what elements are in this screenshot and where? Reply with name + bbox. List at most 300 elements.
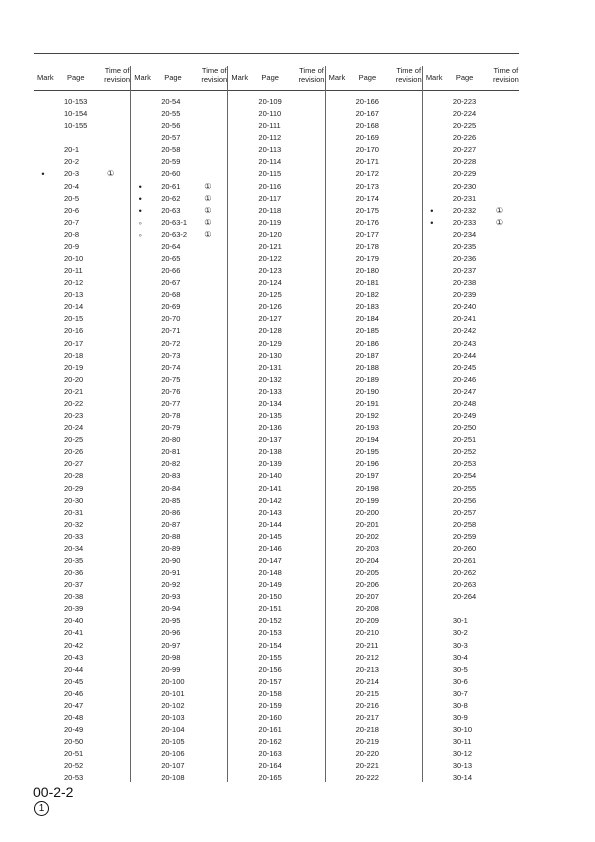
page-number: 10-155 [64, 121, 88, 131]
row-list [228, 96, 325, 784]
table-row [34, 470, 131, 482]
page-number: 20-164 [258, 761, 282, 771]
page-number: 20-76 [161, 386, 181, 396]
page-number: 20-208 [355, 604, 379, 614]
table-row [131, 205, 228, 217]
page-number: 20-165 [258, 773, 282, 783]
table-row [326, 712, 423, 724]
page-number: 20-157 [258, 676, 282, 686]
table-row [131, 579, 228, 591]
page-number: 20-216 [355, 700, 379, 710]
table-row [131, 736, 228, 748]
page-number: 20-241 [452, 314, 477, 324]
page-number: 30-9 [452, 712, 468, 722]
page-number: 20-177 [355, 229, 379, 239]
page-number: 20-153 [258, 628, 282, 638]
page-number: 20-251 [452, 435, 477, 445]
table-row [423, 676, 520, 688]
table-row [326, 724, 423, 736]
page-number: 20-189 [355, 374, 379, 384]
page-number: 20-201 [355, 519, 379, 529]
table-row [34, 700, 131, 712]
table-row [34, 615, 131, 627]
page-number: 20-36 [64, 568, 84, 578]
table-row [423, 519, 520, 531]
table-row [326, 422, 423, 434]
page-number: 20-2 [64, 157, 80, 167]
page-number: 20-236 [452, 254, 477, 264]
table-row [228, 495, 325, 507]
page-number: 20-257 [452, 507, 477, 517]
page-number: 20-125 [258, 290, 282, 300]
table-row [423, 108, 520, 120]
page-number: 20-232 [452, 205, 477, 215]
page-number: 20-70 [161, 314, 181, 324]
table-row [326, 688, 423, 700]
page-number: 20-94 [161, 604, 181, 614]
header-time-of-revision [104, 67, 130, 84]
table-row [34, 229, 131, 241]
page-number: 20-40 [64, 616, 84, 626]
page-number: 20-129 [258, 338, 282, 348]
page-number: 20-116 [258, 181, 282, 191]
table-row [326, 446, 423, 458]
table-column [227, 66, 324, 782]
table-row [131, 374, 228, 386]
table-row [326, 700, 423, 712]
header-mark: Mark [425, 73, 443, 82]
table-row [423, 434, 520, 446]
column-header [228, 66, 325, 90]
table-row [423, 398, 520, 410]
page-number: 20-22 [64, 398, 84, 408]
page-number: 20-108 [161, 773, 185, 783]
table-row [131, 470, 228, 482]
page-number: 20-130 [258, 350, 282, 360]
page-number: 20-44 [64, 664, 84, 674]
table-row [34, 676, 131, 688]
table-row [228, 325, 325, 337]
table-row [228, 217, 325, 229]
table-row [326, 156, 423, 168]
page-number: 20-255 [452, 483, 477, 493]
table-row [423, 362, 520, 374]
page-number: 20-34 [64, 543, 84, 553]
page-number: 20-79 [161, 423, 181, 433]
header-page: Page [358, 73, 377, 82]
table-row [423, 579, 520, 591]
table-row [34, 736, 131, 748]
page-number: 20-6 [64, 205, 80, 215]
page-number: 20-21 [64, 386, 84, 396]
page-number: 20-99 [161, 664, 181, 674]
top-rule [34, 53, 519, 54]
page-number: 20-12 [64, 278, 84, 288]
table-row [34, 531, 131, 543]
table-row [228, 301, 325, 313]
table-row [228, 338, 325, 350]
table-row [34, 193, 131, 205]
page-number: 20-128 [258, 326, 282, 336]
table-row [423, 615, 520, 627]
page-number: 20-209 [355, 616, 379, 626]
page-number: 20-122 [258, 254, 282, 264]
table-row [34, 338, 131, 350]
table-row [131, 531, 228, 543]
page-number: 20-258 [452, 519, 477, 529]
page-number: 20-226 [452, 133, 477, 143]
table-column [422, 66, 519, 782]
page-number: 20-62 [161, 193, 181, 203]
page-number: 20-86 [161, 507, 181, 517]
table-row [326, 386, 423, 398]
page-number: 20-202 [355, 531, 379, 541]
page-number: 20-156 [258, 664, 282, 674]
table-column [325, 66, 422, 782]
table-row [228, 712, 325, 724]
table-row [228, 193, 325, 205]
table-row [423, 132, 520, 144]
table-row [423, 301, 520, 313]
page-number: 20-58 [161, 145, 181, 155]
page-number: 20-174 [355, 193, 379, 203]
page-number: 30-10 [452, 725, 472, 735]
page-number: 20-59 [161, 157, 181, 167]
page-number: 20-200 [355, 507, 379, 517]
table-row [326, 362, 423, 374]
table-row [131, 712, 228, 724]
table-row [423, 96, 520, 108]
page-number: 20-178 [355, 241, 379, 251]
header-time-line1: Time of [201, 66, 227, 75]
table-row [131, 253, 228, 265]
header-time-line1: Time of [104, 66, 130, 75]
page-number: 20-173 [355, 181, 379, 191]
header-time-of-revision [493, 67, 519, 84]
table-row [423, 229, 520, 241]
page-number: 20-263 [452, 580, 477, 590]
column-header [423, 66, 520, 90]
table-row [423, 410, 520, 422]
table-row [131, 241, 228, 253]
table-row [131, 591, 228, 603]
table-row [326, 277, 423, 289]
page-number: 20-158 [258, 688, 282, 698]
table-row [423, 543, 520, 555]
table-row [34, 712, 131, 724]
row-list [34, 96, 131, 784]
table-row [228, 289, 325, 301]
revision-mark-bullet: • [138, 193, 142, 204]
table-row [34, 555, 131, 567]
page-number: 20-60 [161, 169, 181, 179]
page-number: 20-139 [258, 459, 282, 469]
page-number: 20-9 [64, 241, 80, 251]
table-row [131, 603, 228, 615]
page-number: 20-168 [355, 121, 379, 131]
table-row [131, 483, 228, 495]
page-number: 20-169 [355, 133, 379, 143]
page-number: 20-132 [258, 374, 282, 384]
revision-circle-icon: ① [107, 169, 115, 179]
table-row [131, 144, 228, 156]
table-row [34, 603, 131, 615]
table-row [326, 205, 423, 217]
table-row [131, 325, 228, 337]
page-number: 20-131 [258, 362, 282, 372]
page-number: 20-175 [355, 205, 379, 215]
table-row [34, 724, 131, 736]
table-row [131, 434, 228, 446]
table-row [326, 495, 423, 507]
header-page: Page [455, 73, 474, 82]
revision-circle-icon: ① [204, 205, 212, 215]
table-row [423, 700, 520, 712]
page-number: 20-27 [64, 459, 84, 469]
header-time-line2: revision [201, 74, 228, 84]
page-number: 20-95 [161, 616, 181, 626]
table-row [228, 168, 325, 180]
table-row [228, 555, 325, 567]
table-row [131, 519, 228, 531]
page-number: 20-159 [258, 700, 282, 710]
table-row [131, 338, 228, 350]
page-number: 20-77 [161, 398, 181, 408]
page-number: 20-150 [258, 592, 282, 602]
page-number: 20-11 [64, 266, 83, 276]
table-row [34, 567, 131, 579]
table-row [228, 120, 325, 132]
table-row [326, 760, 423, 772]
page-number: 20-100 [161, 676, 185, 686]
page-number: 20-196 [355, 459, 379, 469]
page-number: 20-143 [258, 507, 282, 517]
page-number: 30-1 [452, 616, 468, 626]
table-row [34, 301, 131, 313]
page-number: 20-24 [64, 423, 84, 433]
header-mark: Mark [37, 73, 54, 82]
revision-circle-icon: ① [204, 193, 212, 203]
table-row [228, 241, 325, 253]
page-number: 20-142 [258, 495, 282, 505]
page-number: 20-98 [161, 652, 181, 662]
header-time-of-revision [201, 67, 227, 84]
revision-circle-icon: 1 [34, 801, 49, 816]
page-number: 20-246 [452, 374, 477, 384]
table-row [326, 507, 423, 519]
page-number: 20-198 [355, 483, 379, 493]
page-number: 20-233 [452, 217, 477, 227]
page-number: 20-240 [452, 302, 477, 312]
page-number: 20-112 [258, 133, 282, 143]
page-number: 20-215 [355, 688, 379, 698]
page-number: 20-69 [161, 302, 181, 312]
page-number: 20-141 [258, 483, 282, 493]
table-row [34, 410, 131, 422]
page-number: 20-43 [64, 652, 84, 662]
table-row [228, 615, 325, 627]
table-row [326, 325, 423, 337]
table-row [423, 603, 520, 615]
page-number: 20-28 [64, 471, 84, 481]
page-number: 20-161 [258, 725, 282, 735]
page-number: 20-33 [64, 531, 84, 541]
page-number: 20-30 [64, 495, 84, 505]
page-number: 20-53 [64, 773, 84, 783]
table-row [326, 217, 423, 229]
page-number: 20-229 [452, 169, 477, 179]
page-number: 20-225 [452, 121, 477, 131]
table-row [34, 168, 131, 180]
page-number: 20-71 [161, 326, 181, 336]
page-number: 20-192 [355, 411, 379, 421]
table-row [131, 289, 228, 301]
header-mark: Mark [134, 73, 151, 82]
page-number: 20-54 [161, 97, 181, 106]
page-number: 20-254 [452, 471, 477, 481]
page-number: 20-48 [64, 712, 84, 722]
page-number: 30-6 [452, 676, 468, 686]
page-number: 20-49 [64, 725, 84, 735]
table-row [34, 374, 131, 386]
revision-mark-bullet: • [430, 217, 434, 228]
table-row [228, 688, 325, 700]
table-row [34, 205, 131, 217]
page-number: 20-261 [452, 555, 477, 565]
table-row [326, 289, 423, 301]
table-row [34, 748, 131, 760]
table-row [34, 241, 131, 253]
page-number: 20-68 [161, 290, 181, 300]
table-row [228, 627, 325, 639]
header-mark: Mark [328, 73, 346, 82]
table-row [326, 398, 423, 410]
table-row [423, 567, 520, 579]
page-number: 20-138 [258, 447, 282, 457]
page-number: 20-222 [355, 773, 379, 783]
table-row [326, 120, 423, 132]
page-number: 20-180 [355, 266, 379, 276]
page-number: 20-23 [64, 411, 84, 421]
page-number: 20-171 [355, 157, 379, 167]
table-row [34, 652, 131, 664]
table-row [326, 241, 423, 253]
page-number: 30-7 [452, 688, 468, 698]
page-number: 20-124 [258, 278, 282, 288]
table-row [326, 108, 423, 120]
page-number: 20-155 [258, 652, 282, 662]
page-number: 20-35 [64, 555, 84, 565]
table-row [326, 181, 423, 193]
table-row [228, 591, 325, 603]
table-row [423, 772, 520, 784]
page-number: 20-252 [452, 447, 477, 457]
table-row [228, 652, 325, 664]
table-row [228, 458, 325, 470]
table-row [34, 458, 131, 470]
page-number: 20-234 [452, 229, 477, 239]
page-number: 20-145 [258, 531, 282, 541]
table-row [131, 640, 228, 652]
header-page: Page [261, 73, 279, 82]
page-number: 30-13 [452, 761, 472, 771]
table-row [423, 193, 520, 205]
table-row [34, 120, 131, 132]
page-number: 20-154 [258, 640, 282, 650]
page-number: 20-183 [355, 302, 379, 312]
revision-mark-bullet: • [138, 205, 142, 216]
page-number: 20-218 [355, 725, 379, 735]
page-number: 20-39 [64, 604, 84, 614]
page-number: 20-92 [161, 580, 181, 590]
table-row [326, 132, 423, 144]
page-number: 20-120 [258, 229, 282, 239]
page-number: 20-134 [258, 398, 282, 408]
table-row [326, 350, 423, 362]
page-number: 20-247 [452, 386, 477, 396]
page-number: 20-127 [258, 314, 282, 324]
page-number: 20-184 [355, 314, 379, 324]
page-number: 20-133 [258, 386, 282, 396]
table-row [326, 652, 423, 664]
page-number: 20-32 [64, 519, 84, 529]
page-number: 20-3 [64, 169, 80, 179]
row-list [423, 96, 520, 784]
table-row [34, 217, 131, 229]
table-row [34, 386, 131, 398]
table-row [423, 470, 520, 482]
table-row [131, 567, 228, 579]
page-number: 20-238 [452, 278, 477, 288]
table-row [131, 627, 228, 639]
table-row [34, 664, 131, 676]
table-row [131, 543, 228, 555]
table-row [34, 96, 131, 108]
table-row [423, 168, 520, 180]
page-number: 20-84 [161, 483, 181, 493]
page-number: 20-115 [258, 169, 282, 179]
page-number: 20-262 [452, 568, 477, 578]
page-number: 20-249 [452, 411, 477, 421]
column-header [34, 66, 131, 90]
page-number: 20-96 [161, 628, 181, 638]
revision-circle-icon: ① [204, 181, 212, 191]
page-number: 20-248 [452, 398, 477, 408]
page-number: 30-2 [452, 628, 468, 638]
page-number: 20-224 [452, 109, 477, 119]
page-number: 20-243 [452, 338, 477, 348]
page-number: 20-244 [452, 350, 477, 360]
table-row [228, 640, 325, 652]
page-number: 20-63 [161, 205, 181, 215]
table-row [423, 205, 520, 217]
page-number: 20-73 [161, 350, 181, 360]
page-number: 20-82 [161, 459, 181, 469]
table-row [131, 229, 228, 241]
page-number: 20-256 [452, 495, 477, 505]
table-row [423, 555, 520, 567]
table-row [228, 181, 325, 193]
revision-mark-bullet: ◦ [138, 217, 142, 228]
table-row [131, 132, 228, 144]
revision-table [34, 66, 519, 782]
page-number: 20-64 [161, 241, 181, 251]
table-row [131, 748, 228, 760]
page-number: 20-52 [64, 761, 84, 771]
table-row [131, 724, 228, 736]
table-row [228, 277, 325, 289]
table-row [326, 772, 423, 784]
